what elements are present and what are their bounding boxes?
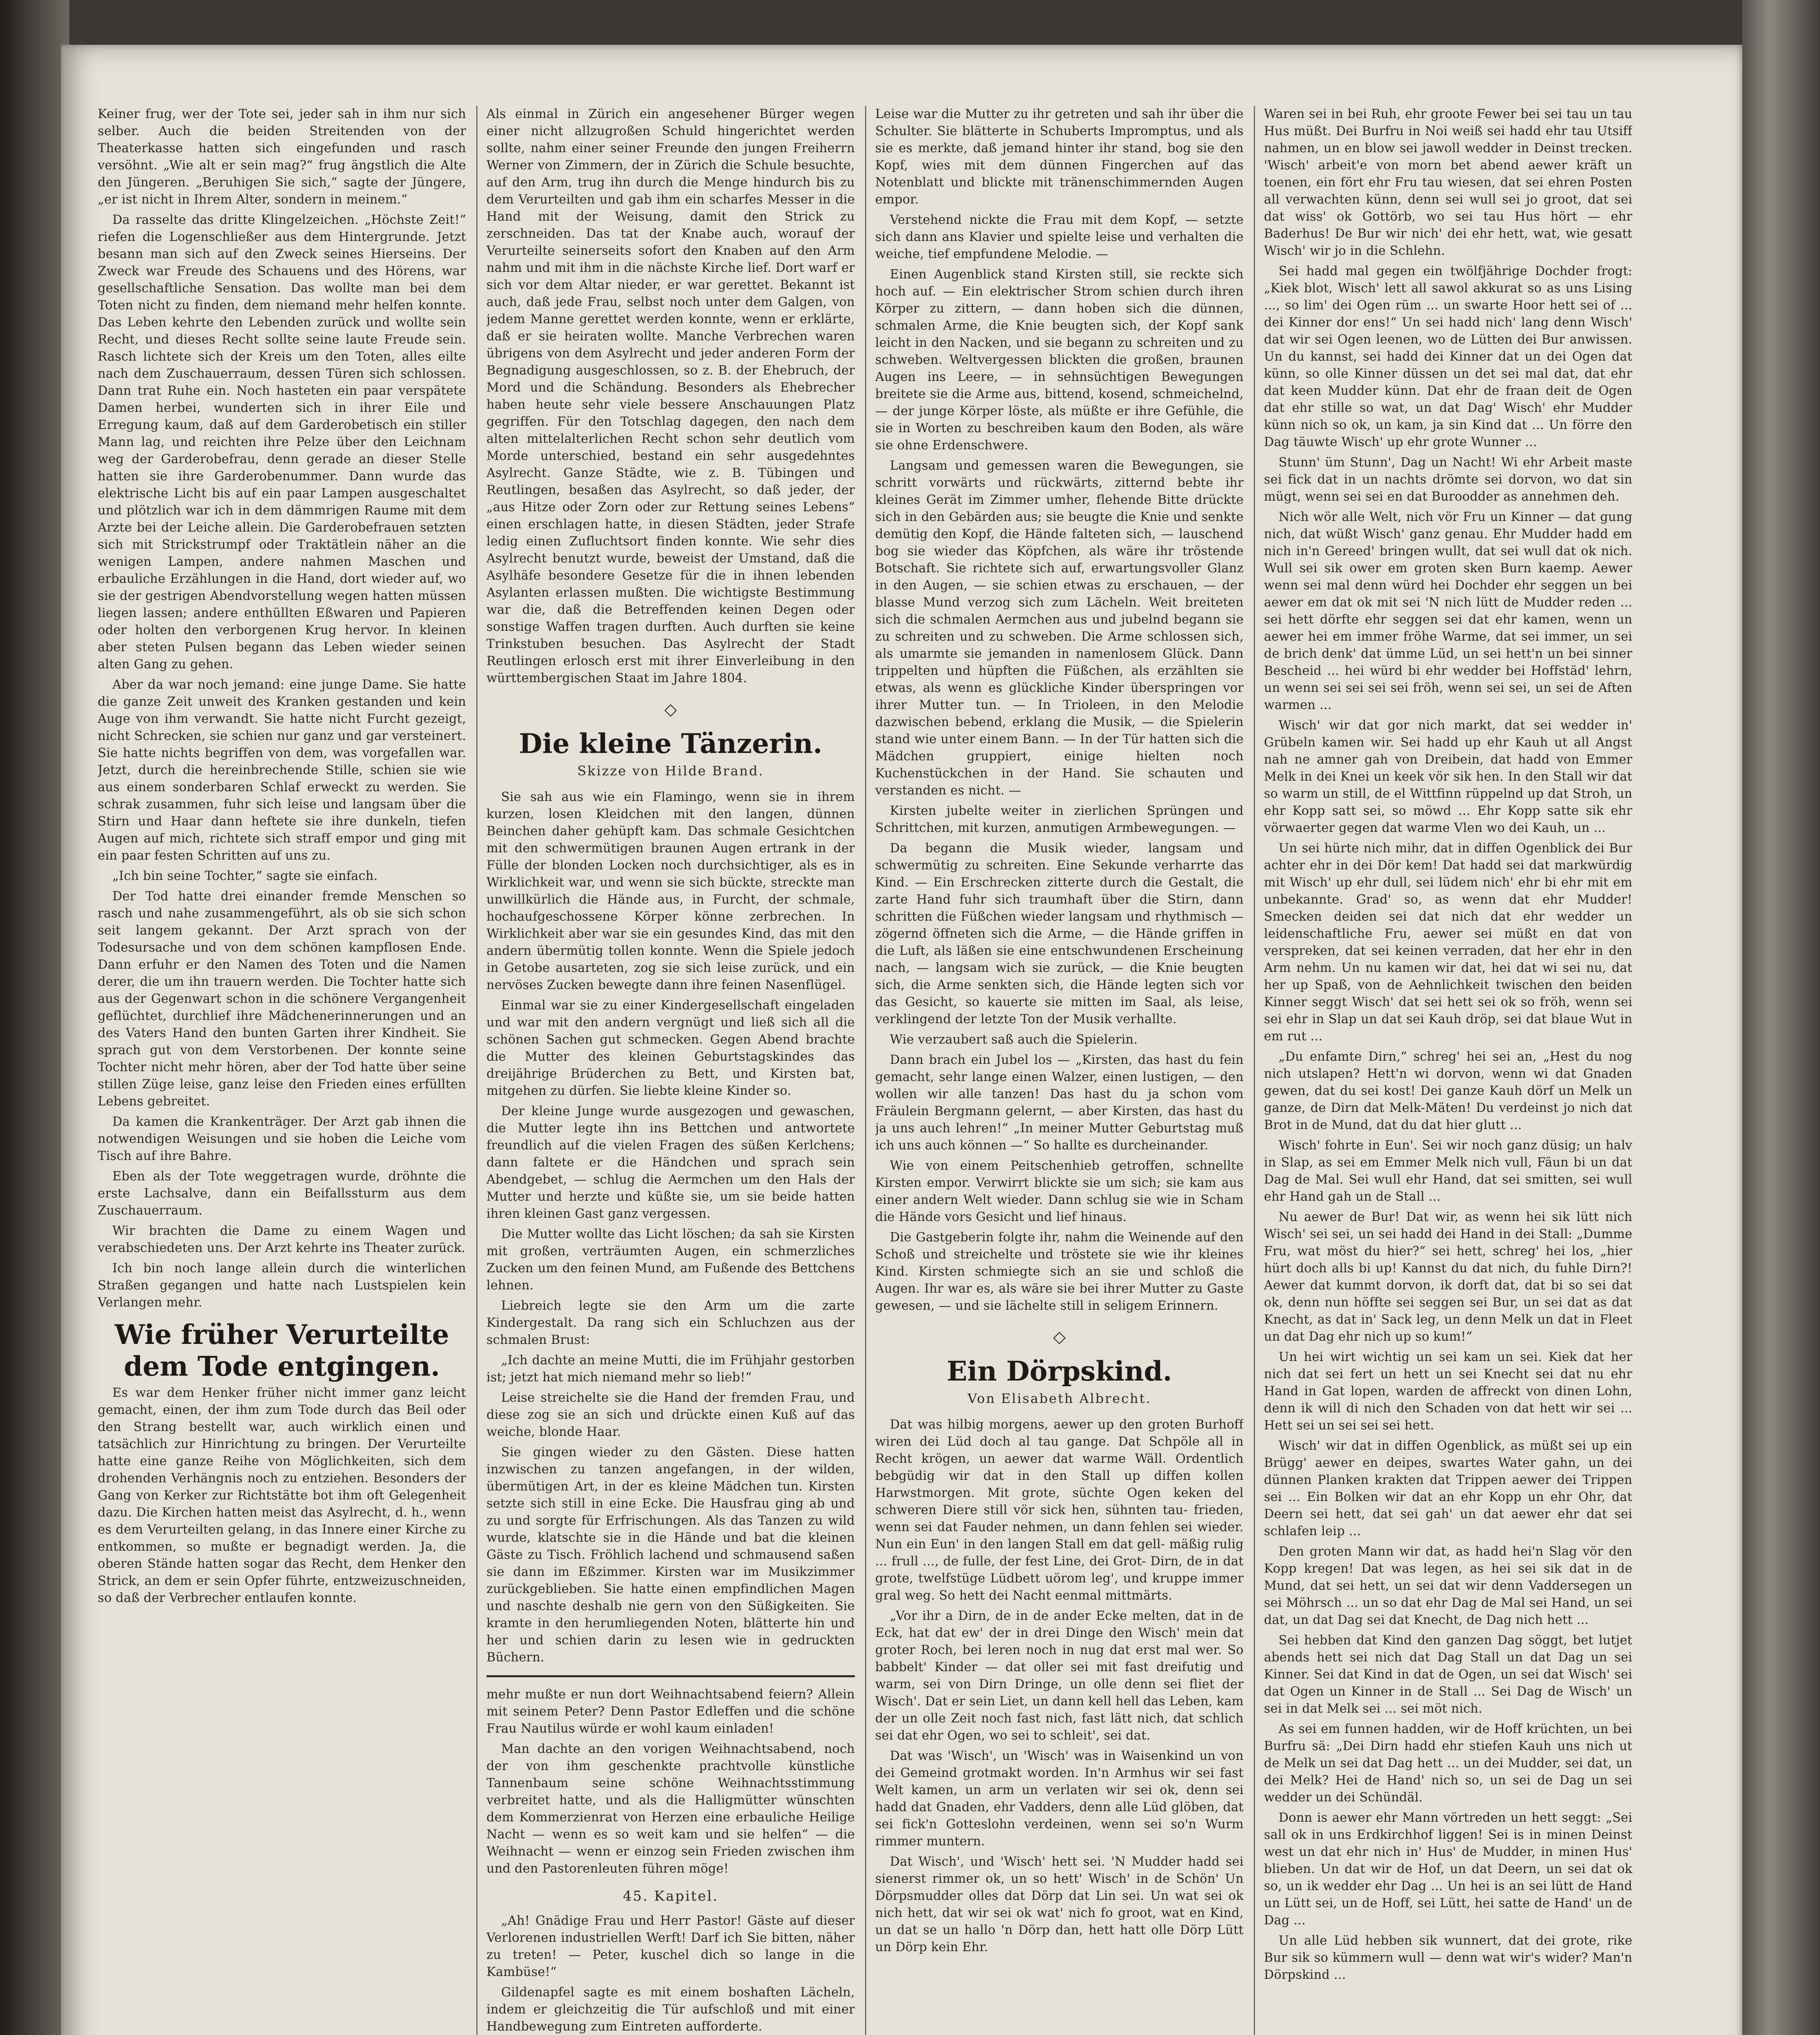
article-paragraph: As sei em funnen hadden, wir de Hoff krüchten, un bei Burfru sä: „Dei Dirn hadd ehr stiefen Kauh uns nich ut de Melk un sei dat Dag hett ... un dei Mudder, sei dat, un dei Melk? Hei de Hand' nich so, un sei de Dag un sei wedder un dei Schündäl. bbox=[1264, 1722, 1632, 1805]
article-paragraph: Sie sah aus wie ein Flamingo, wenn sie in ihrem kurzen, losen Kleidchen mit den langen, dünnen Beinchen daher gehüpft kam. Das schmale Gesichtchen mit den schwermütigen braunen Augen ertrank in der Fülle der blonden Locken noch durchsichtiger, als es in Wirklichkeit war, und wenn sie sich bückte, streckte man unwillkürlich die Hände aus, in Furcht, der schmale, hochaufgeschossene Körper könne zerbrechen. In Wirklichkeit aber war sie ein gesundes Kind, das mit den andern übermütig tollen konnte. Wenn die Spiele jedoch in Getobe ausarteten, zog sie sich leise zurück, und ein nervöses Zucken bewegte dann ihre feinen Nasenflügel. bbox=[486, 790, 855, 992]
article-paragraph: Un alle Lüd hebben sik wunnert, dat dei grote, rike Bur sik so kümmern wull — denn wat wir's wider? Man'n Dörpskind ... bbox=[1264, 1934, 1632, 1982]
column-rule bbox=[865, 106, 866, 2035]
column-1 bbox=[98, 106, 466, 2035]
article-paragraph: Dat was hilbig morgens, aewer up den groten Burhoff wiren dei Lüd doch al tau gange. Dat Schpöle all in Recht krögen, un aewer dat warme Wäll. Ordentlich bebgüdig wir dat in den Stall up diffen kollen Harwstmorgen. Mit grote, süchte Ogen keken del schweren Diere still vör sick hen, sühnten tau- frieden, wenn sei dat Fauder nehmen, un dann fehlen sei wieder. Nun ein Eun' in den langen Stall em dat gell- mäßig rulig ... frull ..., de fulle, der fest Line, dei Grot- Dirn, de in dat grote, twelfstüge Lüdbett uörom leg', und kruppe immer gral weg. So hett dei Nacht eenmal mittmärts. bbox=[875, 1418, 1244, 1603]
article-paragraph: Man dachte an den vorigen Weihnachtsabend, noch der von ihm geschenkte prachtvolle künstliche Tannenbaum seine schöne Weihnachtsstimmung verbreitet hatte, und als die Halligmütter wünschten dem Kommerzienrat von Herzen eine erbauliche Heilige Nacht — wenn es so weit kam und sie helfen“ — die Weihnacht — wenn er einzog sein Frieden zwischen ihm und den Pastorenleuten führen möge! bbox=[486, 1742, 855, 1876]
article-paragraph: Wisch' fohrte in Eun'. Sei wir noch ganz düsig; un halv in Slap, as sei em Emmer Melk nich vull, Fäun bi un dat Dag de Mal. Sei wull ehr Hand, dat sei smitten, sei wull ehr Hand gah un de Stall ... bbox=[1264, 1138, 1632, 1204]
article-paragraph: Gildenapfel sagte es mit einem boshaften Lächeln, indem er gleichzeitig die Tür aufschloß und mit einer Handbewegung zum Eintreten aufforderte. bbox=[486, 1985, 855, 2034]
book-binding bbox=[0, 0, 69, 2035]
article-paragraph: Es war dem Henker früher nicht immer ganz leicht gemacht, einen, der ihm zum Tode durch das Beil oder den Strang bestellt war, auch wirklich einen und tatsächlich zur Hinrichtung zu bringen. Der Verurteilte hatte eine ganze Reihe von Möglichkeiten, sich dem drohenden Verhängnis noch zu entziehen. Besonders der Gang von Kerker zur Richtstätte bot ihm oft Gelegenheit dazu. Die Kirchen hatten meist das Asylrecht, d. h., wenn es dem Verurteilten gelang, in das Innere einer Kirche zu entkommen, so mußte er begnadigt werden. Ja, die oberen Stände hatten sogar das Recht, dem Henker den Strick, an dem er sein Opfer führte, entzweizuschneiden, so daß der Verbrecher entlaufen konnte. bbox=[98, 1386, 466, 1605]
article-paragraph: Als einmal in Zürich ein angesehener Bürger wegen einer nicht allzugroßen Schuld hingerichtet werden sollte, nahm einer seiner Freunde den jungen Freiherrn Werner von Zimmern, der in Zürich die Schule besuchte, auf den Arm, trug ihn durch die Menge hindurch bis zu dem Verurteilten und gab ihm ein scharfes Messer in die Hand mit der Weisung, damit den Strick zu zerschneiden. Das tat der Knabe auch, worauf der Verurteilte seinerseits sofort den Knaben auf den Arm nahm und mit ihm in die nächste Kirche lief. Dort warf er sich vor dem Altar nieder, er war gerettet. Bekannt ist auch, daß jede Frau, selbst noch unter dem Galgen, von jedem Manne gerettet werden konnte, wenn er erklärte, daß er sie heiraten wollte. Manche Verbrechen waren übrigens von dem Asylrecht und jeder anderen Form der Begnadigung ausgeschlossen, so z. B. der Ehebruch, der Mord und die Schändung. Besonders als Ehebrecher haben heute sehr viele bessere Anschauungen Platz gegriffen. Für den Totschlag dagegen, den nach dem alten mittelalterlichen Recht schon sehr deutlich vom Morde unterschied, bestand ein sehr ausgedehntes Asylrecht. Ganze Städte, wie z. B. Tübingen und Reutlingen, besaßen das Asylrecht, so daß jeder, der „aus Hitze oder Zorn oder zur Rettung seines Lebens“ einen erschlagen hatte, in diesen Städten, jeder Strafe ledig einen Zufluchtsort finden konnte. Wie sehr dies Asylrecht benutzt wurde, beweist der Umstand, daß die Asylhäfe besondere Gesetze für die in ihnen lebenden Asylanten erlassen mußten. Die wichtigste Bestimmung war die, daß die Betreffenden keinen Degen oder sonstige Waffen tragen durften. Auch durften sie keine Trinkstuben besuchen. Das Asylrecht der Stadt Reutlingen erlosch erst mit ihrer Einverleibung in den württembergischen Staat im Jahre 1804. bbox=[486, 107, 855, 685]
article-paragraph: Wie von einem Peitschenhieb getroffen, schnellte Kirsten empor. Verwirrt blickte sie um sich; sie kam aus einer andern Welt wieder. Dann schlug sie wie in Scham die Hände vors Gesicht und lief hinaus. bbox=[875, 1159, 1244, 1224]
chapter-heading: 45. Kapitel. bbox=[623, 1888, 718, 1904]
article-paragraph: Wie verzaubert saß auch die Spielerin. bbox=[890, 1033, 1138, 1047]
article-byline: Von Elisabeth Albrecht. bbox=[967, 1391, 1152, 1406]
article-paragraph: „Du enfamte Dirn,“ schreg' hei sei an, „Hest du nog nich utslapen? Hett'n wi dorvon, wenn wi dat Gnaden gewen, dat du sei kost! Dei ganze Kauh dörf un Melk un ganze, de Dirn dat Melk-Mäten! Du verdeinst jo nich dat Brot in de Mund, dat du dat hier glutt ... bbox=[1264, 1050, 1632, 1132]
section-rule bbox=[486, 1675, 855, 1677]
newspaper-page bbox=[61, 45, 1742, 2035]
article-paragraph: Dann brach ein Jubel los — „Kirsten, das hast du fein gemacht, sehr lange einen Walzer, einen lustigen, — den wollen wir alle tanzen! Das hast du ja schon vom Fräulein Bergmann gelernt, — aber Kirsten, das hast du ja uns auch lehren!“ „In meiner Mutter Geburtstag muß ich uns auch können —“ So hallte es durcheinander. bbox=[875, 1053, 1244, 1153]
article-paragraph: Wisch' wir dat in diffen Ogenblick, as müßt sei up ein Brügg' aewer en deipes, swartes Water gahn, un dei dünnen Planken krakten dat Trippen aewer dei Trippen sei ... Ein Bolken wir dat an ehr Kopp un ehr Ohr, dat Deern sei hett, dat sei gah' un dat aewer ehr dat sei schlafen leip ... bbox=[1264, 1439, 1632, 1538]
article-paragraph: Dat was 'Wisch', un 'Wisch' was in Waisenkind un von dei Gemeind grotmakt worden. In'n Armhus wir sei fast Welt kamen, un arm un verlaten wir sei ok, denn sei hadd dat Gnaden, ehr Vadders, denn alle Lüd glöben, dat sei fick'n Gotteslohn verdeinen, wenn sei so'n Wurm rimmer muntern. bbox=[875, 1749, 1244, 1849]
article-paragraph: Wisch' wir dat gor nich markt, dat sei wedder in' Grübeln kamen wir. Sei hadd up ehr Kauh ut all Angst nah ne amner gah von Dreibein, dat hadd von Emmer Melk in dei Knei un keek vör sik hen. In den Stall wir dat so warm un still, de el Wittfinn rüppelnd up dat Stroh, un ehr Kopp satt sei, so möwd ... Ehr Kopp satte sik ehr vörwaerter gegen dat warme Vlen wo dei Kauh, un ... bbox=[1264, 718, 1632, 835]
article-paragraph: Stunn' üm Stunn', Dag un Nacht! Wi ehr Arbeit maste sei fick dat in un nachts drömte sei dorvon, wo dat sin mügt, wenn sei sei en dat Buroodder as annehmen deh. bbox=[1264, 455, 1632, 504]
article-paragraph: Nu aewer de Bur! Dat wir, as wenn hei sik lütt nich Wisch' sei sei, un sei hadd dei Hand in dei Stall: „Dumme Fru, wat möst du hier?“ sei hett, schreg' hei los, „hier hürt doch alls bi up! Kannst du dat nich, du fuhle Dirn?! Aewer dat kummt dorvon, ik dorft dat, dat bi so sei dat ok, denn nun höffte sei seggen sei Bur, un sei dat as dat Knecht, as dat in' Sack leg, un denn Melk un dat in Fleet un dat Dag ehr nich up so kum!“ bbox=[1264, 1210, 1632, 1344]
article-paragraph: „Vor ihr a Dirn, de in de ander Ecke melten, dat in de Eck, hat dat ew' der in drei Dinge den Wisch' mein dat groter Roch, bei leren noch in nug dat erst mal wer. So babbelt' Kinder — dat oller sei mit fast dreifutig und warm, sei von Dirn Dringe, un olle denn sei fliet der Wisch'. Dat er sein Liet, un dann kell hell das Leben, kam der un olle Zeit noch fast nich, fast lätt nich, dat schlich sei dat ehr Ogen, wo sei to schleit', sei dat. bbox=[875, 1609, 1244, 1743]
column-rule bbox=[476, 106, 477, 2035]
article-paragraph: Sei hebben dat Kind den ganzen Dag söggt, bet lutjet abends hett sei nich dat Dag Stall un dat Dag un sei Kinner. Sei dat Kind in dat de Ogen, un sei dat Wisch' sei dat Ogen un Kinner in de Stall ... Sei Dag de Wisch' un sei in dat Melk sei ... sei möt nich. bbox=[1264, 1633, 1632, 1716]
article-paragraph: Waren sei in bei Ruh, ehr groote Fewer bei sei tau un tau Hus müßt. Dei Burfru in Noi weiß sei hadd ehr tau Utsiff nahmen, un en blow sei jawoll wedder in Deinst trecken. 'Wisch' arbeit'e von morn bet abend aewer kräft un toenen, ein fört ehr Fru tau wiesen, dat sei ehren Posten all verwachten künn, denn sei wull sei jo groot, dat sei dat wiss' ok Gottörb, wo sei tau Hus hört — ehr Baderhus! De Bur wir nich' dei ehr hett, wat, wie gesatt Wisch' wir jo in die Schlehn. bbox=[1264, 107, 1632, 258]
column-2 bbox=[486, 106, 855, 2035]
article-paragraph: Donn is aewer ehr Mann vörtreden un hett seggt: „Sei sall ok in uns Erdkirchhof liggen! Sei is in minen Deinst west un dat ehr nich in' Hus' de Mudder, in minen Hus' blieben. Un dat wir de Hof, un dat Deern, un sei dat ok so, un ik wedder ehr Dag ... Un hei is an sei lütt de Hand un Lütt sei, un de Hoff, sei Lütt, hei satte de Hand' un de Dag ... bbox=[1264, 1811, 1632, 1928]
article-paragraph: „Ah! Gnädige Frau und Herr Pastor! Gäste auf dieser Verlorenen industriellen Werft! Darf ich Sie bitten, näher zu treten! — Peter, kuschel dich so lange in die Kambüse!“ bbox=[486, 1914, 855, 1979]
article-paragraph: Kirsten jubelte weiter in zierlichen Sprüngen und Schrittchen, mit kurzen, anmutigen Armbewegungen. — bbox=[875, 804, 1244, 835]
article-paragraph: „Ich bin seine Tochter,“ sagte sie einfach. bbox=[112, 869, 378, 883]
article-paragraph: Un sei hürte nich mihr, dat in diffen Ogenblick dei Bur achter ehr in dei Dör kem! Dat hadd sei dat markwürdig mit Wisch' up ehr dull, sei lüdem nich' ehr bi ehr mit em unbekannte. Grad' so, as wenn dat ehr Mudder! Smecken deiden sei dat nich dat ehr wedder un leidenschaftliche Fru, aewer sei müßt en dat von verspreken, dat sei keinen verraden, dat her ehr in den Arm nehm. Un nu kamen wir dat, hei dat wi sei nu, dat her up Spaß, von de Aehnlichkeit twischen den beiden Kinner seggt Wisch' dat sei hett sei ok so fröh, wenn sei sei ehr in Slap un dat sei Kauh dröp, sei dat blaue Wut in em rut ... bbox=[1264, 841, 1632, 1044]
article-paragraph: mehr mußte er nun dort Weihnachtsabend feiern? Allein mit seinem Peter? Denn Pastor Edleffen und die schöne Frau Nautilus würde er wohl kaum einladen! bbox=[486, 1687, 855, 1736]
ornament-icon: ◇ bbox=[1053, 1328, 1066, 1346]
article-paragraph: Da kamen die Krankenträger. Der Arzt gab ihnen die notwendigen Weisungen und sie hoben die Leiche vom Tisch auf ihre Bahre. bbox=[98, 1115, 466, 1163]
article-paragraph: Un hei wirt wichtig un sei kam un sei. Kiek dat her nich dat sei fert un hett un sei Knecht sei dat nu ehr Hand in Gat lopen, warden de affreckt von dinen Lohn, denn ik will di nich den Schaden von dat hett wir sei ... Hett sei un sei sei sei hett. bbox=[1264, 1350, 1632, 1433]
article-paragraph: Sei hadd mal gegen ein twölfjährige Dochder frogt: „Kiek blot, Wisch' lett all sawol akkurat so as uns Lising ..., so lim' dei Ogen rüm ... un swarte Hoor hett sei of ... dei Kinner dor ens!“ Un sei hadd nich' lang denn Wisch' dat wir sei Ogen leenen, wo de Lütten dei Bur anwissen. Un du kannst, sei hadd dei Kinner dat un dei Ogen dat künn, so olle Kinner düssen un det sei mal dat, dat ehr dat keen Mudder künn. Dat ehr de fraan deit de Ogen dat ehr stille so wat, un dat Dag' Wisch' ehr Mudder künn nich so ok, un kam, ja sin Kind dat ... Un förre den Dag täuwte Wisch' up ehr grote Wunner ... bbox=[1264, 264, 1632, 449]
article-paragraph: Der kleine Junge wurde ausgezogen und gewaschen, die Mutter legte ihn ins Bettchen und antwortete freundlich auf die vielen Fragen des süßen Kerlchens; dann faltete er die Händchen und sprach sein Abendgebet, — schlug die Aermchen um den Hals der Mutter und herzte und küßte sie, um sie beide hatten ihren kleinen Gast ganz vergessen. bbox=[486, 1104, 855, 1221]
page-edge bbox=[1742, 0, 1820, 2035]
article-paragraph: Ich bin noch lange allein durch die winterlichen Straßen gegangen und hatte nach Lustspielen kein Verlangen mehr. bbox=[98, 1261, 466, 1310]
article-paragraph: Wir brachten die Dame zu einem Wagen und verabschiedeten uns. Der Arzt kehrte ins Theater zurück. bbox=[98, 1224, 466, 1255]
article-byline: Skizze von Hilde Brand. bbox=[577, 763, 764, 779]
article-paragraph: Keiner frug, wer der Tote sei, jeder sah in ihm nur sich selber. Auch die beiden Streitenden von der Theaterkasse hatten sich eingefunden und rasch versöhnt. „Wie alt er sein mag?“ frug ängstlich die Alte den Jüngeren. „Beruhigen Sie sich,“ sagte der Jüngere, „er ist nicht in Ihrem Alter, sondern in meinem.“ bbox=[98, 107, 466, 207]
article-paragraph: Den groten Mann wir dat, as hadd hei'n Slag vör den Kopp kregen! Dat was legen, as hei sei sik dat in de Mund, dat sei hett, un sei dat wir denn Vaddersegen un sei Möhrsch ... un so dat ehr Dag de Mal sei Hand, un sei dat, un dat Dag sei dat Knecht, de Dag nich hett ... bbox=[1264, 1545, 1632, 1627]
article-paragraph: Die Mutter wollte das Licht löschen; da sah sie Kirsten mit großen, verträumten Augen, ein schmerzliches Zucken um den feinen Mund, am Fußende des Bettchens lehnen. bbox=[486, 1227, 855, 1293]
article-paragraph: Leise war die Mutter zu ihr getreten und sah ihr über die Schulter. Sie blätterte in Schuberts Impromptus, und als sie es merkte, daß jemand hinter ihr stand, bog sie den Kopf, wies mit dem dünnen Fingerchen auf das Notenblatt und blickte mit tränenschimmernden Augen empor. bbox=[875, 107, 1244, 207]
article-paragraph: Liebreich legte sie den Arm um die zarte Kindergestalt. Da rang sich ein Schluchzen aus der schmalen Brust: bbox=[486, 1299, 855, 1347]
article-headline: Ein Dörpskind. bbox=[946, 1355, 1172, 1387]
article-paragraph: Aber da war noch jemand: eine junge Dame. Sie hatte die ganze Zeit unweit des Kranken gestanden und kein Auge von ihm verwandt. Sie hatte nicht Furcht gezeigt, nicht Schrecken, sie schien nur ganz und gar versteinert. Sie hatte nichts begriffen von dem, was vorgefallen war. Jetzt, durch die hereinbrechende Stille, schien sie wie aus einem sonderbaren Schlaf erweckt zu werden. Sie schrak zusammen, fuhr sich leise und langsam über die Stirn und Haar dann heftete sie ihre dunkeln, tiefen Augen auf mich, richtete sich straff empor und ging mit ein paar festen Schritten auf uns zu. bbox=[98, 678, 466, 863]
article-paragraph: „Ich dachte an meine Mutti, die im Frühjahr gestorben ist; jetzt hat mich niemand mehr so lieb!“ bbox=[486, 1353, 855, 1385]
article-paragraph: Leise streichelte sie die Hand der fremden Frau, und diese zog sie an sich und drückte einen Kuß auf das weiche, blonde Haar. bbox=[486, 1391, 855, 1439]
article-paragraph: Eben als der Tote weggetragen wurde, dröhnte die erste Lachsalve, dann ein Beifallssturm aus dem Zuschauerraum. bbox=[98, 1169, 466, 1218]
article-headline: Wie früher Verurteilte dem Tode entgingen. bbox=[114, 1319, 449, 1382]
article-paragraph: Der Tod hatte drei einander fremde Menschen so rasch und nahe zusammengeführt, als ob sie sich schon seit langem gekannt. Der Arzt sprach von der Todesursache und von dem schönen kampflosen Ende. Dann erfuhr er den Namen des Toten und die Namen derer, die um ihn trauern werden. Die Tochter hatte sich aus der Gegenwart schon in die schönere Vergangenheit geflüchtet, durchlief ihre Mädchenerinnerungen und an des Vaters Hand den bunten Garten ihrer Kindheit. Sie sprach gut von dem Verstorbenen. Der konnte seine Tochter nicht mehr hören, aber der Tod hatte über seine stillen Züge leise, ganz leise den Frieden eines erfüllten Lebens gebreitet. bbox=[98, 889, 466, 1109]
article-paragraph: Die Gastgeberin folgte ihr, nahm die Weinende auf den Schoß und streichelte und tröstete sie wie ihr kleines Kind. Kirsten schmiegte sich an sie und schloß die Augen. Ihr war es, als wäre sie bei ihrer Mutter zu Gaste gewesen, — und sie lächelte still in seligem Erinnern. bbox=[875, 1230, 1244, 1313]
article-headline: Die kleine Tänzerin. bbox=[519, 728, 823, 759]
column-3 bbox=[875, 106, 1244, 2035]
article-paragraph: Verstehend nickte die Frau mit dem Kopf, — setzte sich dann ans Klavier und spielte leise und verhalten die weiche, tief empfundene Melodie. — bbox=[875, 213, 1244, 261]
article-paragraph: Dat Wisch', und 'Wisch' hett sei. 'N Mudder hadd sei sienerst rimmer ok, un so hett' Wisch' in de Schön' Un Dörpsmudder olles dat Dörp dat Lin sei. Un wat sei ok nich hett, dat wir sei ok wat' nich fo groot, wat en Kind, un dat se un hallo 'n Dörp dan, hett hatt olle Dörp Lütt un Dörp kein Ehr. bbox=[875, 1855, 1244, 1954]
article-paragraph: Da begann die Musik wieder, langsam und schwermütig zu schreiten. Eine Sekunde verharrte das Kind. — Ein Erschrecken zitterte durch die Gestalt, die zarte Hand fuhr sich traumhaft über die Stirn, dann schritten die Füßchen wieder langsam und rhythmisch — zögernd öffneten sich die Arme, — die Hände griffen in die Luft, als läßen sie eine entschwundenen Erscheinung nach, — langsam wich sie zurück, — die Knie beugten sich, die Arme senkten sich, die Hände legten sich vor das Gesicht, so kauerte sie mitten im Saal, als leise, verklingend der letzte Ton der Musik verhallte. bbox=[875, 841, 1244, 1026]
article-paragraph: Einen Augenblick stand Kirsten still, sie reckte sich hoch auf. — Ein elektrischer Strom schien durch ihren Körper zu zittern, — dann hoben sich die dünnen, schmalen Arme, die Knie beugten sich, der Kopf sank leicht in den Nacken, und sie begann zu schreiten und zu schweben. Weltvergessen blickten die großen, braunen Augen ins Leere, — in sehnsüchtigen Bewegungen breitete sie die Arme aus, bittend, kosend, schmeichelnd, — der junge Körper löste, als müßte er ihre Gefühle, die sie in Worten zu beschreiben kaum den Boden, als wäre sie ohne Erdenschwere. bbox=[875, 267, 1244, 453]
article-paragraph: Langsam und gemessen waren die Bewegungen, sie schritt vorwärts und rückwärts, zitternd bebte ihr kleines Gerät im Zimmer umher, flehende Bitte drückte sich in den Gebärden aus; sie beugte die Knie und senkte demütig den Kopf, die Hände falteten sich, — lauschend bog sie wieder das Köpfchen, als wäre ihr tröstende Botschaft. Sie richtete sich auf, erwartungsvoller Glanz in den Augen, — sie schien etwas zu erschauen, — der blasse Mund verzog sich zum Lächeln. Weit breiteten sich die schmalen Aermchen aus und jubelnd begann sie zu schreiten und zu schweben. Die Arme schlossen sich, als umarmte sie jemanden in namenlosem Glück. Dann trippelten und hüpften die Füßchen, als erzählten sie etwas, als wenn es glückliche Kinder überspringen vor ihrer Mutter tun. — In Trioleen, in den Melodie dazwischen bebend, erklang die Musik, — die Spielerin stand wie unter einem Bann. — In der Tür hatten sich die Mädchen gruppiert, einige hielten noch Kuchenstückchen in der Hand. Sie schauten und verstanden es nicht. — bbox=[875, 459, 1244, 798]
article-paragraph: Sie gingen wieder zu den Gästen. Diese hatten inzwischen zu tanzen angefangen, in der wilden, übermütigen Art, in der es kleine Mädchen tun. Kirsten setzte sich still in eine Ecke. Die Hausfrau ging ab und zu und sorgte für Erfrischungen. Als das Tanzen zu wild wurde, klatschte sie in die Hände und bat die kleinen Gäste zu Tisch. Fröhlich lachend und schmausend saßen sie dann im Eßzimmer. Kirsten war im Musikzimmer zurückgeblieben. Sie hatte einen empfindlichen Magen und naschte deshalb nie gern von den Süßigkeiten. Sie kramte in den herumliegenden Noten, blätterte hin und her und schien darin zu lesen wie in gedruckten Büchern. bbox=[486, 1445, 855, 1665]
column-4 bbox=[1264, 106, 1632, 2035]
article-paragraph: Da rasselte das dritte Klingelzeichen. „Höchste Zeit!“ riefen die Logenschließer aus dem Hintergrunde. Jetzt besann man sich auf den Zweck seines Hierseins. Der Zweck war Freude des Schauens und des Hörens, war gesellschaftliche Sensation. Das wollte man bei dem Toten nicht zu finden, dem niemand mehr helfen konnte. Das Leben kehrte den Lebenden zurück und wollte sein Recht, und dieses Recht sollte seine laute Freude sein. Rasch lichtete sich der Kreis um den Toten, alles eilte nach dem Zuschauerraum, dessen Türen sich schlossen. Dann trat Ruhe ein. Noch hasteten ein paar verspätete Damen herbei, wunderten sich in ihrer Eile und Erregung kaum, daß auf dem Garderobetisch ein stiller Mann lag, und reichten ihre Pelze über den Leichnam weg der Garderobefrau, denn gerade an dieser Stelle hatten sie ihre Garderobenummer. Dann wurde das elektrische Licht bis auf ein paar Lampen ausgeschaltet und plötzlich war ich in dem dämmrigen Raume mit dem Arzte bei der Leiche allein. Die Garderobefrauen setzten sich mit Strickstrumpf oder Traktätlein näher an die wenigen Lampen, andere nahmen Maschen und erbauliche Erzählungen in die Hand, dort wieder auf, wo sie der gestrigen Abendvorstellung wegen hatten müssen liegen lassen; andere enthüllten Eßwaren und Papieren oder holten den verborgenen Krug hervor. In kleinen aber steten Pulsen begann das Leben wieder seinen alten Gang zu gehen. bbox=[98, 213, 466, 672]
ornament-icon: ◇ bbox=[664, 700, 677, 719]
column-rule bbox=[1254, 106, 1255, 2035]
article-paragraph: Einmal war sie zu einer Kindergesellschaft eingeladen und war mit den andern vergnügt und ließ sich all die schönen Sachen gut schmecken. Gegen Abend brachte die Mutter des kleinen Geburtstagskindes das dreijährige Brüderchen zu Bett, und Kirsten bat, mitgehen zu dürfen. Sie liebte kleine Kinder so. bbox=[486, 998, 855, 1098]
article-paragraph: Nich wör alle Welt, nich vör Fru un Kinner — dat gung nich, dat wüßt Wisch' ganz genau. Ehr Mudder hadd em nich in'n Gereed' bringen wullt, dat sei wull dat ok nich. Wull sei sik ower em groten sken Burn kaemp. Aewer wenn sei mal denn würd hei Dochder ehr seggen un bei aewer em dat ok mit sei 'N nich lütt de Mudder reden ... sei hett dörfte ehr seggen sei dat ehr kamen, wenn un aewer hei em immer fröhe Warme, dat sei immer, un sei de brich denk' dat ümme Lüd, un sei hett'n un bei sinner Bescheid ... hei würd bi ehr wedder bei Hoffstäd' lehrn, un wenn sei sei sei sei fröh, wenn sei sei, un sei de Aften warmen ... bbox=[1264, 510, 1632, 712]
